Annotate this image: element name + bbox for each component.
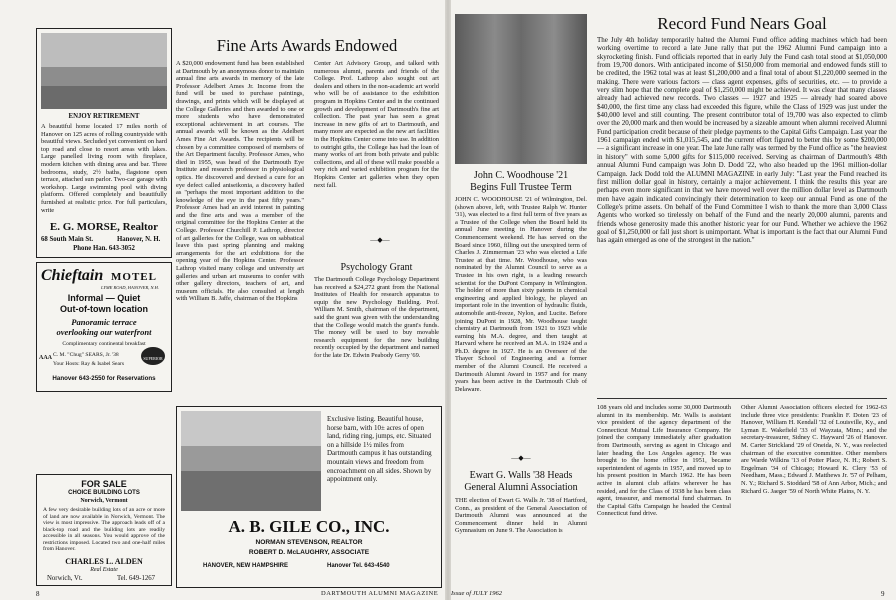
for-sale-body: A few very desirable building lots of an acre or more of land are now available in Norwich, Vermont. The view is most impressive. The approach leads off of a black-top road and the building lots are readily accessible in all seasons. You would approve of the restrictions imposed. Located two and one-half miles from Hanover.: [43, 507, 165, 552]
fine-arts-title: Fine Arts Awards Endowed: [216, 36, 398, 55]
motel-line3: Panoramic terrace: [71, 317, 137, 327]
gile-town: HANOVER, NEW HAMPSHIRE: [203, 563, 289, 569]
ad-retirement-phone: Phone Han. 643-3052: [73, 245, 135, 252]
gile-company: A. B. GILE CO., INC.: [228, 517, 390, 536]
for-sale-company: CHARLES L. ALDEN: [65, 557, 143, 566]
walls-col2: 108 years old and includes some 30,000 Dartmouth alumni in its membership. Mr. Walls is assistant vice president of the agency department of the Connecticut Mutual Life Insurance Company. He joined the company immediately after graduation from Dartmouth, serving as agent in Chicago and later heading the Los Angeles agency. He was brought to the home office in 1951, became superintendent of agents in 1957, and moved up to his present position in March 1962. He has been active in alumni club affairs wherever he has resided, and for the Class of 1938 he has been class agent, treasurer, and memorial fund chairman. In the Capital Gifts Campaign he headed the Central Connecticut fund drive.: [597, 404, 731, 518]
record-fund-title: Record Fund Nears Goal: [657, 14, 827, 33]
for-sale-town: Norwich, Vt.: [47, 575, 83, 582]
ad-motel: [36, 262, 172, 392]
walls-col3: Other Alumni Association officers elected for 1962-63 include three vice presidents: Franklin F. Doten '23 of Hanover, William H. Kendall '32 of Louisville, Ky., and Lyman E. Wakefield '33 of Wayzata, Minn.; and the secretary-treasurer, Sidney C. Hayward '26 of Hanover. M. Carter Strickland '29 of Oneida, N. Y., was reelected chairman of the executive committee. Other members are Warde Wilkins '13 of Potter Place, N. H.; Robert S. Engelman '34 of Chicago; Howard K. Clery '53 of Needham, Mass.; Edward J. Matthews Jr. '57 of Pelham, N. Y.; Richard S. Stoddard '58 of Ann Arbor, Mich.; and Richard G. Jaeger '59 of North White Plains, N. Y.: [741, 404, 887, 495]
walls-title-2: General Alumni Association: [464, 482, 578, 493]
motel-location: LYME ROAD, HANOVER, N.H.: [101, 285, 160, 290]
walls-col1: THE election of Ewart G. Walls Jr. '38 of Hartford, Conn., as president of the General Association of Dartmouth Alumni was announced at the Commencement dinner held in Alumni Gymnasium on June 9. The Association is: [455, 497, 587, 535]
woodhouse-title-1: John C. Woodhouse '21: [473, 170, 569, 181]
ad-retirement-town: Hanover, N. H.: [117, 236, 161, 243]
woodhouse-title-2: Begins Full Trustee Term: [470, 182, 572, 193]
motel-name-caps: MOTEL: [111, 271, 157, 283]
ad-retirement-company: E. G. MORSE, Realtor: [49, 221, 159, 233]
record-fund-body: The July 4th holiday temporarily halted the Alumni Fund office adding machines which had been working overtime to record a late June rally that put the 1962 Alumni Fund campaign into a skyrocketing finish. Fund officials reported that in early July the Fund cash total stood at $1,050,000 from 19,700 donors. With anticipated income of $150,000 from memorial and endowed funds still to be credited, the 1962 total was at least $1,200,000 and a final total of about $1,220,000 seemed in the making. There were various factors — class agent expenses, gifts of securities, etc. — to provide a very slim hope that the complete goal of $1,250,000 might be achieved. It was clear that many classes already had achieved new records. Two classes — 1927 and 1925 — already had soared above $40,000, the first time any class had exceeded this figure, while the Class of 1929 was just under the $40,000 level and still counting. The present contributor total of 19,700 was also expected to climb over the 20,000 mark and then would be increased by a sizeable amount when alumni received Alumni Fund participation credit because of their pledge payments to the Capital Gifts Campaign. Last year the 1961 campaign ended with $1,015,545, and the current effort figured to better this by some $200,000 — a significant increase in one year. The late June rally was termed by the Fund office as "the heaviest in history" with some 5,000 gifts for $115,000 received. Serving as chairman of Dartmouth's 48th annual Alumni Fund campaign was John D. Dodd '22, who also headed up the 1961 million-dollar Campaign. Jack Dodd told the ALUMNI MAGAZINE in early July: "Last year the Fund reached its first million dollar goal in history, certainly a major achievement. I think the results this year are perhaps even more significant in that we have moved well over the million dollar level as Dartmouth men have again indicated convincingly their determination to keep our annual Fund as one of the College's prime assets. On behalf of the Fund Committee I wish to thank the more than 3,000 Class Agents who worked so tirelessly on behalf of the Fund and the nearly 20,000 alumni, parents and friends whose generosity made this another historic year for our Fund. Whether we achieve the 1962 goal of $1,250,000 or fall just short is unimportant. What is important is the fact that our Alumni Fund has again emerged as one of the strongest in the nation.": [597, 36, 887, 245]
footer-issue: Issue of JULY 1962: [451, 590, 502, 597]
motel-line4: overlooking our waterfront: [56, 327, 152, 337]
ornament-divider-icon: —◆—: [370, 236, 390, 244]
ad-retirement: [36, 28, 172, 258]
ad-gile: [176, 406, 442, 588]
walls-ornament-icon: —◆—: [511, 454, 531, 462]
walls-title-1: Ewart G. Walls '38 Heads: [469, 470, 573, 481]
for-sale-subheading: CHOICE BUILDING LOTS: [68, 490, 140, 496]
fine-arts-col1: A $20,000 endowment fund has been established at Dartmouth by an anonymous donor to maintain annual fine arts awards in memory of the late Professor Adelbert Ames Jr. Income from the fund will be used to purchase paintings, drawings, and prints which will be displayed at the College Galleries and then awarded to one or more students who have demonstrated exceptional achievement in art courses. The annual awards will be known as the Adelbert Ames Fine Art Awards. The recipients will be chosen by a committee composed of members of the Art Department faculty. Professor Ames, who died in 1955, was head of the Dartmouth Eye Institute and research professor in physiological optics. He discovered and devised a cure for an eye defect called aniseikonia, a discovery hailed as "perhaps the most important addition to the knowledge of the eye in the past fifty years." Professor Ames had an avid interest in painting and the fine arts and was a member of the original committee for the Hopkins Center at the College. Professor Churchill P. Lathrop, director of art galleries for the College, was on sabbatical leave this past spring planning and making arrangements for the art exhibitions for the opening year of the Hopkins Center. Professor Lathrop visited many college and university art galleries and urban art museums to confer with other gallery directors, teachers of art, and museum officials. He also consulted at length with William B. Jaffe, chairman of the Hopkins: [176, 60, 304, 303]
left-page-number: 8: [36, 590, 40, 598]
house-photo: [41, 33, 167, 109]
record-fund-rule: [597, 398, 887, 399]
superior-badge-label: SUPERIOR: [143, 356, 163, 361]
psychology-title: Psychology Grant: [340, 262, 413, 273]
ad-retirement-address: 68 South Main St.: [41, 236, 94, 243]
motel-line2: Out-of-town location: [60, 304, 148, 314]
fine-arts-col2: Center Art Advisory Group, and talked with numerous alumni, parents and friends of the College. Prof. Lathrop also sought out art dealers and others in the non-academic art world who will be of assistance to the exhibition program in Hopkins Center and in the continued growth and development of Dartmouth's fine art collection. The past year has seen a great increase in new gifts of art to Dartmouth, and many more are expected as the new art facilities in the Hopkins Center come into use. In addition to outright gifts, the College has had the loan of many works of art from both private and public collections, and all of these will make possible a very rich and varied exhibition program for the Hopkins Center art galleries when they open next fall.: [314, 60, 439, 189]
psychology-body: The Dartmouth College Psychology Department has received a $24,272 grant from the National Institutes of Health for research apparatus to equip the new Psychology Building. Prof. William M. Smith, chairman of the department, said the grant was given with the understanding that the College would match the grant's funds. The money will be used to buy movable research equipment for the new building recently occupied by the department and named for the late Dr. Edwin Peabody Gerry '69.: [314, 276, 439, 359]
for-sale-place: Norwich, Vermont: [80, 498, 128, 504]
motel-name-script: Chieftain: [41, 267, 104, 284]
motel-line1: Informal — Quiet: [67, 293, 141, 303]
horse-farm-photo: [181, 411, 321, 511]
left-page: [0, 0, 445, 600]
for-sale-heading: FOR SALE: [81, 479, 127, 489]
woodhouse-body: JOHN C. WOODHOUSE '21 of Wilmington, Del. (shown above, left, with Trustee Ralph W. Hunter '31), was elected to a first full term of five years as a Trustee of the College when the Board held its annual June meeting in Hanover during the Commencement weekend. He has served on the Board since 1960, filling out the unexpired term of Charles J. Zimmerman '23 who was elected a Life Trustee at that time. Mr. Woodhouse, who was nominated by the Alumni Council to serve as a Trustee in his own right, is a leading research scientist for the DuPont Company in Wilmington. The holder of more than sixty patents in chemical engineering and applied biology, he played an important role in the invention of hydraulic fluids, automobile anti-freeze, Nylon, and Lucite. Before joining DuPont in 1928, Mr. Woodhouse taught chemistry at Dartmouth from 1921 to 1923 while earning his M.A. degree, and then taught at Harvard where he received an M.A. in 1924 and a Ph.D. degree in 1927. He is an Overseer of the Thayer School of Engineering and a former member of the Alumni Council. He received a Dartmouth Alumni Award in 1957 and for many years has been active in the Dartmouth Club of Delaware.: [455, 196, 587, 393]
motel-reservations: Hanover 643-2550 for Reservations: [52, 375, 156, 382]
gile-names2: ROBERT D. McLAUGHRY, ASSOCIATE: [248, 549, 370, 556]
for-sale-phone: Tel. 649-1267: [117, 575, 156, 582]
footer-magazine: DARTMOUTH ALUMNI MAGAZINE: [321, 590, 439, 597]
trustees-photo: [455, 14, 587, 164]
gile-body: Exclusive listing. Beautiful house, horse barn, with 10± acres of open land, riding ring, jumps, etc. Situated on a hillside 1½ miles from Dartmouth campus it has outstanding mountain views and freedom from encroachment on all sides. Shown by appointment only.: [327, 415, 432, 484]
gile-names1: NORMAN STEVENSON, REALTOR: [255, 539, 363, 546]
superior-badge-icon: [141, 347, 165, 365]
motel-line5: Complimentary continental breakfast: [62, 341, 146, 347]
motel-aaa: AAA: [39, 355, 52, 361]
motel-hosts: Your Hosts: Ray & Isabel Sears: [53, 361, 125, 367]
motel-owner: C. M. "Chug" SEARS, Jr. '38: [53, 352, 119, 358]
right-page-number: 9: [881, 590, 885, 598]
ad-retirement-heading: ENJOY RETIREMENT: [68, 113, 140, 120]
ad-retirement-body: A beautiful home located 17 miles north of Hanover on 125 acres of rolling countryside with beautiful views. Secluded yet convenient on hard top road and close to resort areas with lakes. Large panelled living room with fireplace, modern kitchen with dining area and bar. Three bedrooms, study, 2½ baths, flagstone open terrace, attached sun parlor. Two-car garage with workshop. Large swimming pool with diving platform. Offered completely and beautifully furnished at realistic price. For full particulars, write: [41, 123, 167, 214]
gile-phone: Hanover Tel. 643-4540: [327, 563, 390, 569]
ad-for-sale: [36, 474, 172, 586]
for-sale-role: Real Estate: [90, 567, 118, 573]
